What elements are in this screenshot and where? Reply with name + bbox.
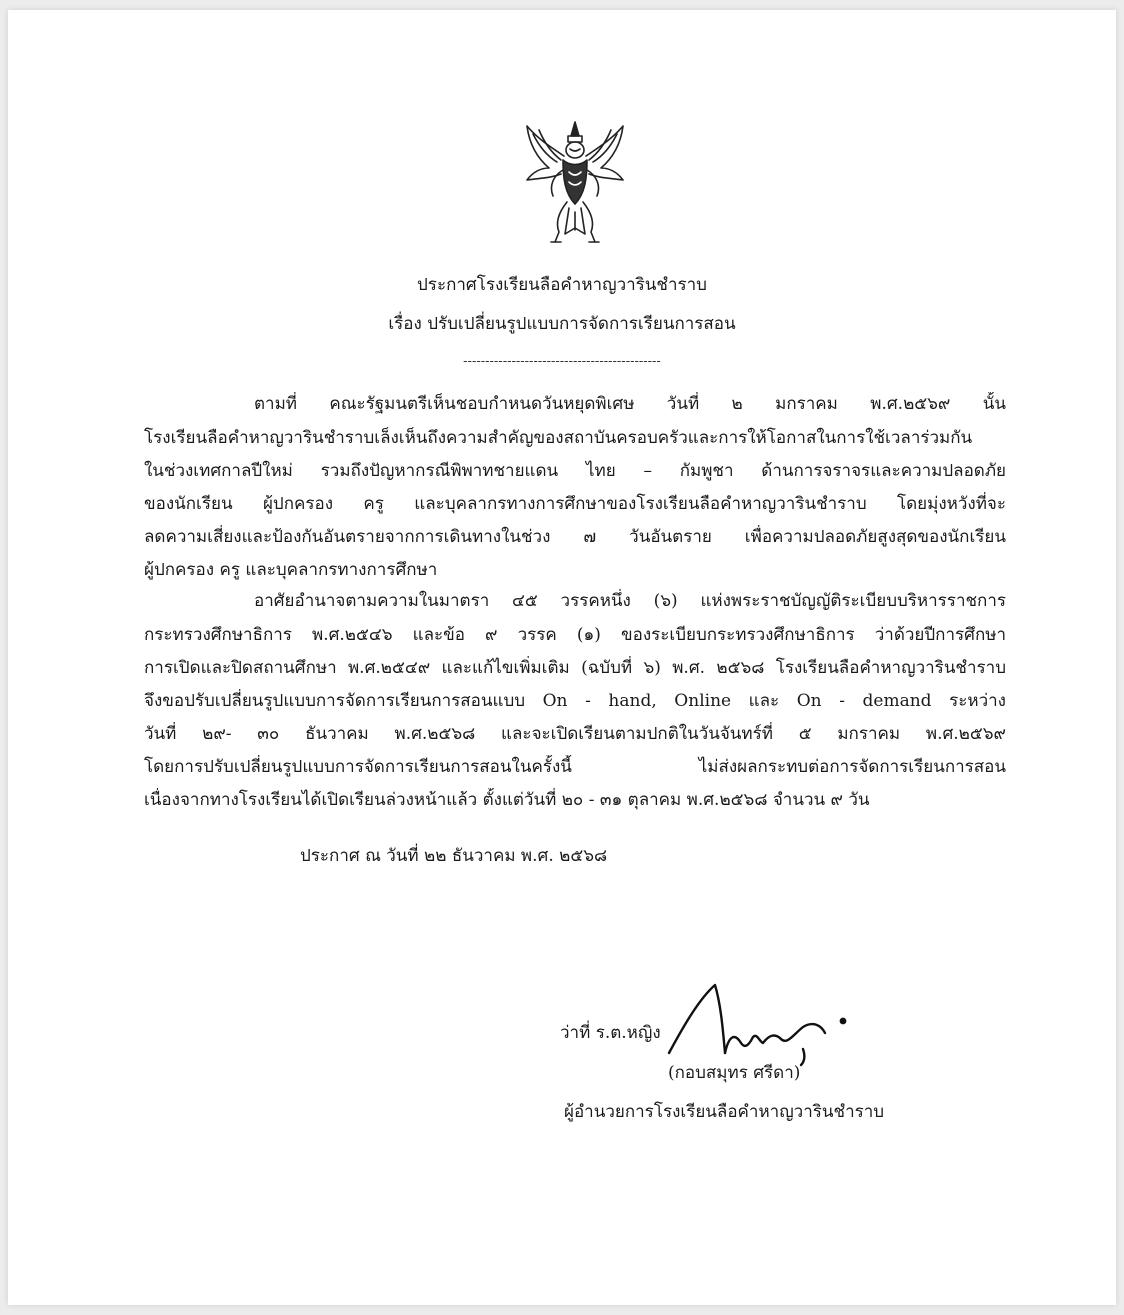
body-line: ผู้ปกครอง ครู และบุคลากรทางการศึกษา: [144, 560, 438, 580]
body-line: จึงขอปรับเปลี่ยนรูปแบบการจัดการเรียนการสอนแบบ On - hand, Online และ On - demand ระหว่าง: [144, 691, 1006, 711]
body-line: ลดความเสี่ยงและป้องกันอันตรายจากการเดินทางในช่วง ๗ วันอันตราย เพื่อความปลอดภัยสูงสุดของนักเรียน: [144, 527, 1006, 547]
document-page: [8, 10, 1116, 1305]
signer-rank: ว่าที่ ร.ต.หญิง: [560, 1023, 661, 1043]
divider-rule: ---------------------------------------------: [463, 354, 661, 369]
announcement-date: ประกาศ ณ วันที่ ๒๒ ธันวาคม พ.ศ. ๒๕๖๘: [300, 846, 608, 866]
signer-name: (กอบสมุทร ศรีดา): [668, 1063, 801, 1083]
body-line: อาศัยอำนาจตามความในมาตรา ๔๕ วรรคหนึ่ง (๖) แห่งพระราชบัญญัติระเบียบบริหารราชการ: [254, 591, 1006, 611]
body-line: ตามที่ คณะรัฐมนตรีเห็นชอบกำหนดวันหยุดพิเศษ วันที่ ๒ มกราคม พ.ศ.๒๕๖๙ นั้น: [254, 394, 1006, 414]
body-line: ของนักเรียน ผู้ปกครอง ครู และบุคลากรทางการศึกษาของโรงเรียนลือคำหาญวารินชำราบ โดยมุ่งหวังที่จะ: [144, 494, 1006, 514]
handwritten-signature-icon: [663, 975, 863, 1070]
body-line: เนื่องจากทางโรงเรียนได้เปิดเรียนล่วงหน้าแล้ว ตั้งแต่วันที่ ๒๐ - ๓๑ ตุลาคม พ.ศ.๒๕๖๘ จำนวน ๙ วัน: [144, 790, 870, 810]
announcement-title: ประกาศโรงเรียนลือคำหาญวารินชำราบ: [417, 275, 707, 295]
body-line: การเปิดและปิดสถานศึกษา พ.ศ.๒๕๔๙ และแก้ไขเพิ่มเติม (ฉบับที่ ๖) พ.ศ. ๒๕๖๘ โรงเรียนลือคำหาญวารินชำราบ: [144, 658, 1006, 678]
body-line: วันที่ ๒๙- ๓๐ ธันวาคม พ.ศ.๒๕๖๘ และจะเปิดเรียนตามปกติในวันจันทร์ที่ ๕ มกราคม พ.ศ.๒๕๖๙: [144, 724, 1006, 744]
announcement-subject: เรื่อง ปรับเปลี่ยนรูปแบบการจัดการเรียนการสอน: [388, 314, 736, 334]
body-line: โรงเรียนลือคำหาญวารินชำราบเล็งเห็นถึงความสำคัญของสถาบันครอบครัวและการให้โอกาสในการใช้เวลาร่วมกัน: [144, 428, 973, 448]
signer-position: ผู้อำนวยการโรงเรียนลือคำหาญวารินชำราบ: [564, 1102, 885, 1122]
body-line: ในช่วงเทศกาลปีใหม่ รวมถึงปัญหากรณีพิพาทชายแดน ไทย – กัมพูชา ด้านการจราจรและความปลอดภัย: [144, 461, 1006, 481]
body-line: โดยการปรับเปลี่ยนรูปแบบการจัดการเรียนการสอนในครั้งนี้ ไม่ส่งผลกระทบต่อการจัดการเรียนการสอน: [144, 757, 1006, 777]
body-line: กระทรวงศึกษาธิการ พ.ศ.๒๕๔๖ และข้อ ๙ วรรค (๑) ของระเบียบกระทรวงศึกษาธิการ ว่าด้วยปีการศึกษา: [144, 625, 1006, 645]
garuda-emblem-icon: [519, 116, 631, 252]
